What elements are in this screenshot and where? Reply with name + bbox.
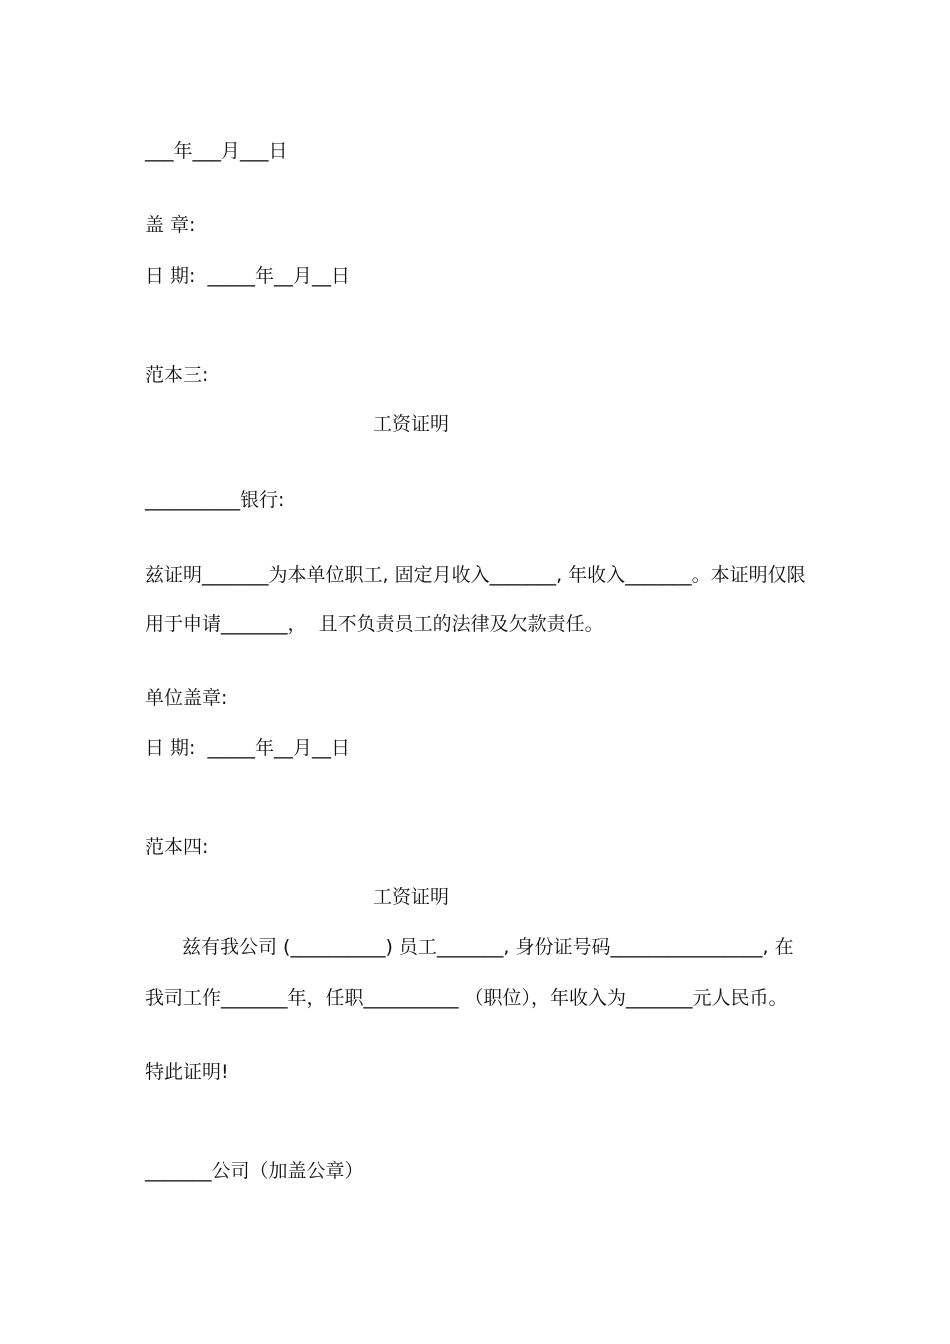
company-seal-line: _______公司（加盖公章）: [145, 1160, 364, 1182]
seal-label: 盖 章:: [145, 214, 196, 236]
sample-4-body-line-2: 我司工作_______年，任职__________ （职位），年收入为_______元人民币。: [145, 987, 788, 1009]
closing-line: 特此证明!: [145, 1061, 229, 1083]
sample-4-body-line-1: 兹有我公司 (__________) 员工_______, 身份证号码________________, 在: [182, 936, 794, 958]
bank-line: __________银行:: [145, 489, 285, 511]
unit-seal-label: 单位盖章:: [145, 687, 228, 709]
sample-3-heading: 范本三:: [145, 364, 209, 386]
sample-3-body-line-1: 兹证明_______为本单位职工, 固定月收入_______, 年收入_______。本证明仅限: [145, 564, 806, 586]
sample-3-title: 工资证明: [373, 413, 450, 435]
sample-4-heading: 范本四:: [145, 836, 209, 858]
date-line-top: ___年___月___日: [145, 140, 288, 162]
sample-4-title: 工资证明: [373, 886, 450, 908]
sample-3-body-line-2: 用于申请_______， 且不负责员工的法律及欠款责任。: [145, 613, 604, 635]
date-line: 日 期: _____年__月__日: [145, 265, 351, 287]
date-line-2: 日 期: _____年__月__日: [145, 737, 351, 759]
